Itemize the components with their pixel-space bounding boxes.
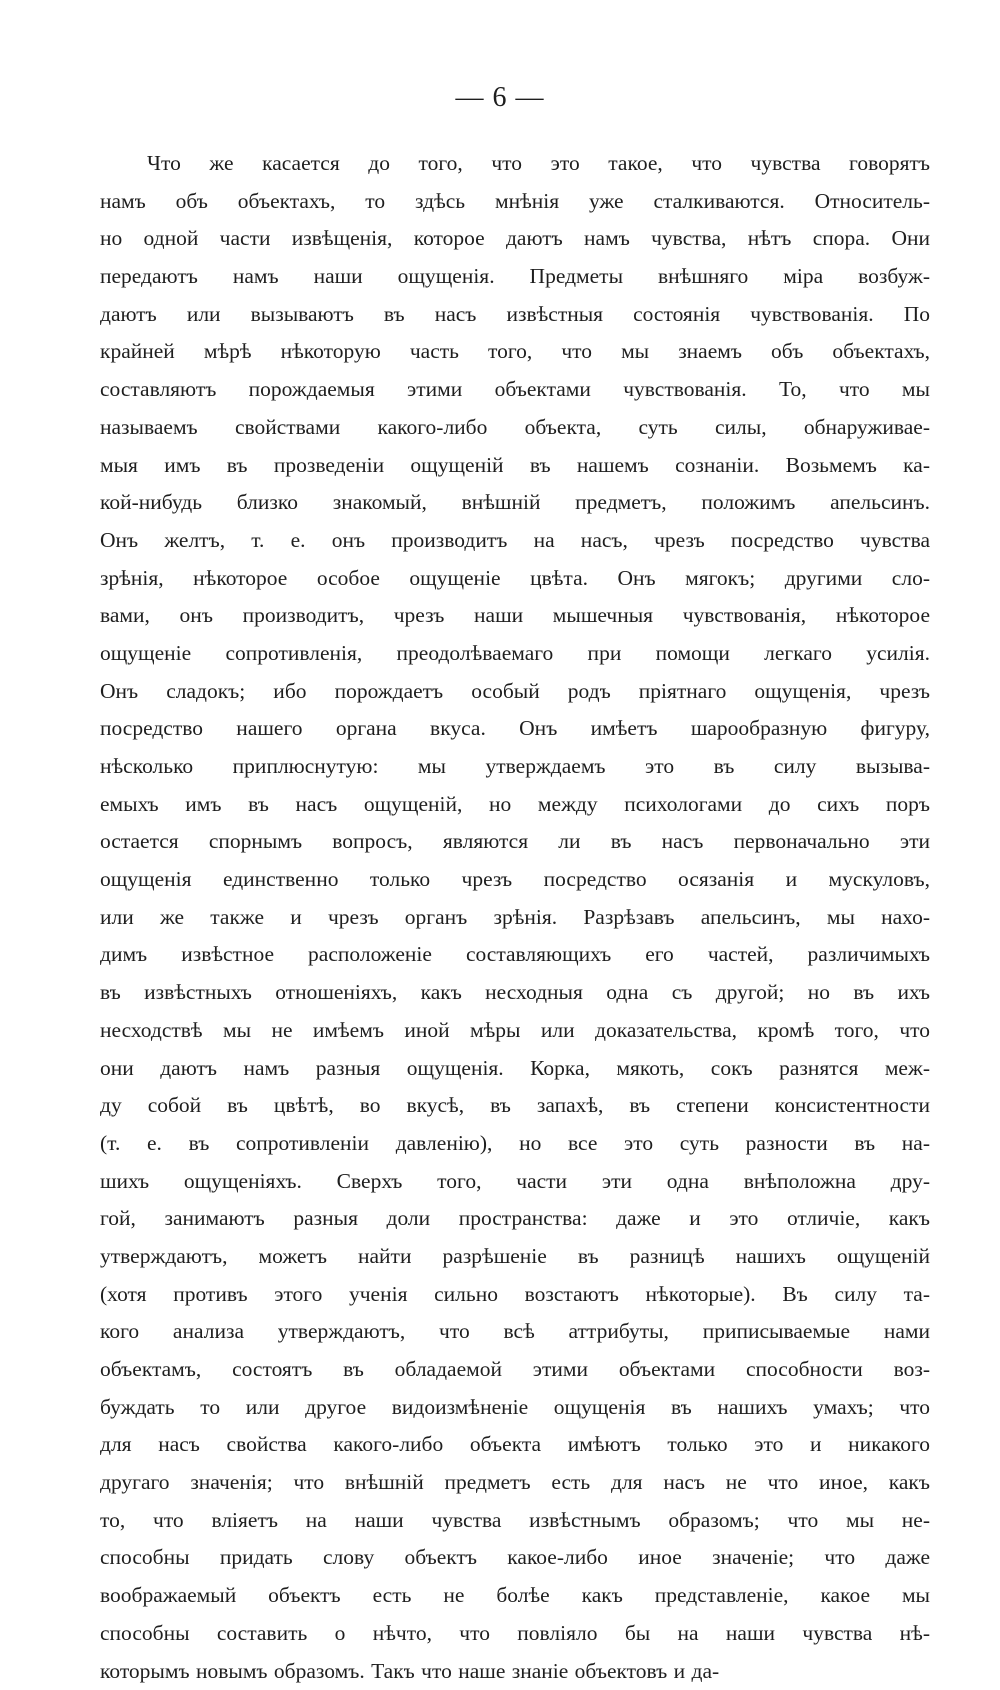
body-text [100,145,930,1690]
text-line: (т. е. въ сопротивленіи давленію), но все это суть разности въ на- [100,1125,930,1163]
text-line: остается спорнымъ вопросъ, являются ли въ насъ первоначально эти [100,823,930,861]
text-line: ощущеніе сопротивленія, преодолѣваемаго при помощи легкаго усилія. [100,635,930,673]
text-line: даютъ или вызываютъ въ насъ извѣстныя состоянія чувствованія. По [100,296,930,334]
text-line: мыя имъ въ прозведеніи ощущеній въ нашемъ сознаніи. Возьмемъ ка- [100,447,930,485]
text-line: шихъ ощущеніяхъ. Сверхъ того, части эти одна внѣположна дру- [100,1163,930,1201]
text-line: емыхъ имъ въ насъ ощущеній, но между психологами до сихъ поръ [100,786,930,824]
text-line: (хотя противъ этого ученія сильно возстаютъ нѣкоторые). Въ силу та- [100,1276,930,1314]
text-line: Онъ сладокъ; ибо порождаетъ особый родъ пріятнаго ощущенія, чрезъ [100,673,930,711]
text-line: намъ объ объектахъ, то здѣсь мнѣнія уже сталкиваются. Относитель- [100,183,930,221]
text-line: зрѣнія, нѣкоторое особое ощущеніе цвѣта. Онъ мягокъ; другими сло- [100,560,930,598]
text-line: называемъ свойствами какого-либо объекта, суть силы, обнаруживае- [100,409,930,447]
text-line: несходствѣ мы не имѣемъ иной мѣры или доказательства, кромѣ того, что [100,1012,930,1050]
text-line: посредство нашего органа вкуса. Онъ имѣетъ шарообразную фигуру, [100,710,930,748]
text-line: утверждаютъ, можетъ найти разрѣшеніе въ разницѣ нашихъ ощущеній [100,1238,930,1276]
text-line: крайней мѣрѣ нѣкоторую часть того, что мы знаемъ объ объектахъ, [100,333,930,371]
text-line: объектамъ, состоятъ въ обладаемой этими объектами способности воз- [100,1351,930,1389]
text-line: или же также и чрезъ органъ зрѣнія. Разрѣзавъ апельсинъ, мы нахо- [100,899,930,937]
text-line: для насъ свойства какого-либо объекта имѣютъ только это и никакого [100,1426,930,1464]
text-line: нѣсколько приплюснутую: мы утверждаемъ это въ силу вызыва- [100,748,930,786]
text-line: передаютъ намъ наши ощущенія. Предметы внѣшняго міра возбуж- [100,258,930,296]
text-line: то, что вліяетъ на наши чувства извѣстнымъ образомъ; что мы не- [100,1502,930,1540]
text-line: Что же касается до того, что это такое, что чувства говорятъ [100,145,930,183]
text-line: гой, занимаютъ разныя доли пространства: даже и это отличіе, какъ [100,1200,930,1238]
text-line: способны придать слову объектъ какое-либо иное значеніе; что даже [100,1539,930,1577]
text-line: способны составить о нѣчто, что повліяло бы на наши чувства нѣ- [100,1615,930,1653]
text-line: воображаемый объектъ есть не болѣе какъ представленіе, какое мы [100,1577,930,1615]
text-line: составляютъ порождаемыя этими объектами чувствованія. То, что мы [100,371,930,409]
text-line: Онъ желтъ, т. е. онъ производитъ на насъ, чрезъ посредство чувства [100,522,930,560]
text-line: ду собой въ цвѣтѣ, во вкусѣ, въ запахѣ, въ степени консистентности [100,1087,930,1125]
text-line: которымъ новымъ образомъ. Такъ что наше знаніе объектовъ и да- [100,1653,930,1690]
text-line: но одной части извѣщенія, которое даютъ намъ чувства, нѣтъ спора. Они [100,220,930,258]
text-line: вами, онъ производитъ, чрезъ наши мышечныя чувствованія, нѣкоторое [100,597,930,635]
page-number: — 6 — [0,82,1000,114]
text-line: въ извѣстныхъ отношеніяхъ, какъ несходныя одна съ другой; но въ ихъ [100,974,930,1012]
text-line: ощущенія единственно только чрезъ посредство осязанія и мускуловъ, [100,861,930,899]
text-line: димъ извѣстное расположеніе составляющихъ его частей, различимыхъ [100,936,930,974]
text-line: кой-нибудь близко знакомый, внѣшній предметъ, положимъ апельсинъ. [100,484,930,522]
text-line: кого анализа утверждаютъ, что всѣ аттрибуты, приписываемые нами [100,1313,930,1351]
text-line: они даютъ намъ разныя ощущенія. Корка, мякоть, сокъ разнятся меж- [100,1050,930,1088]
text-line: буждать то или другое видоизмѣненіе ощущенія въ нашихъ умахъ; что [100,1389,930,1427]
text-line: другаго значенія; что внѣшній предметъ есть для насъ не что иное, какъ [100,1464,930,1502]
